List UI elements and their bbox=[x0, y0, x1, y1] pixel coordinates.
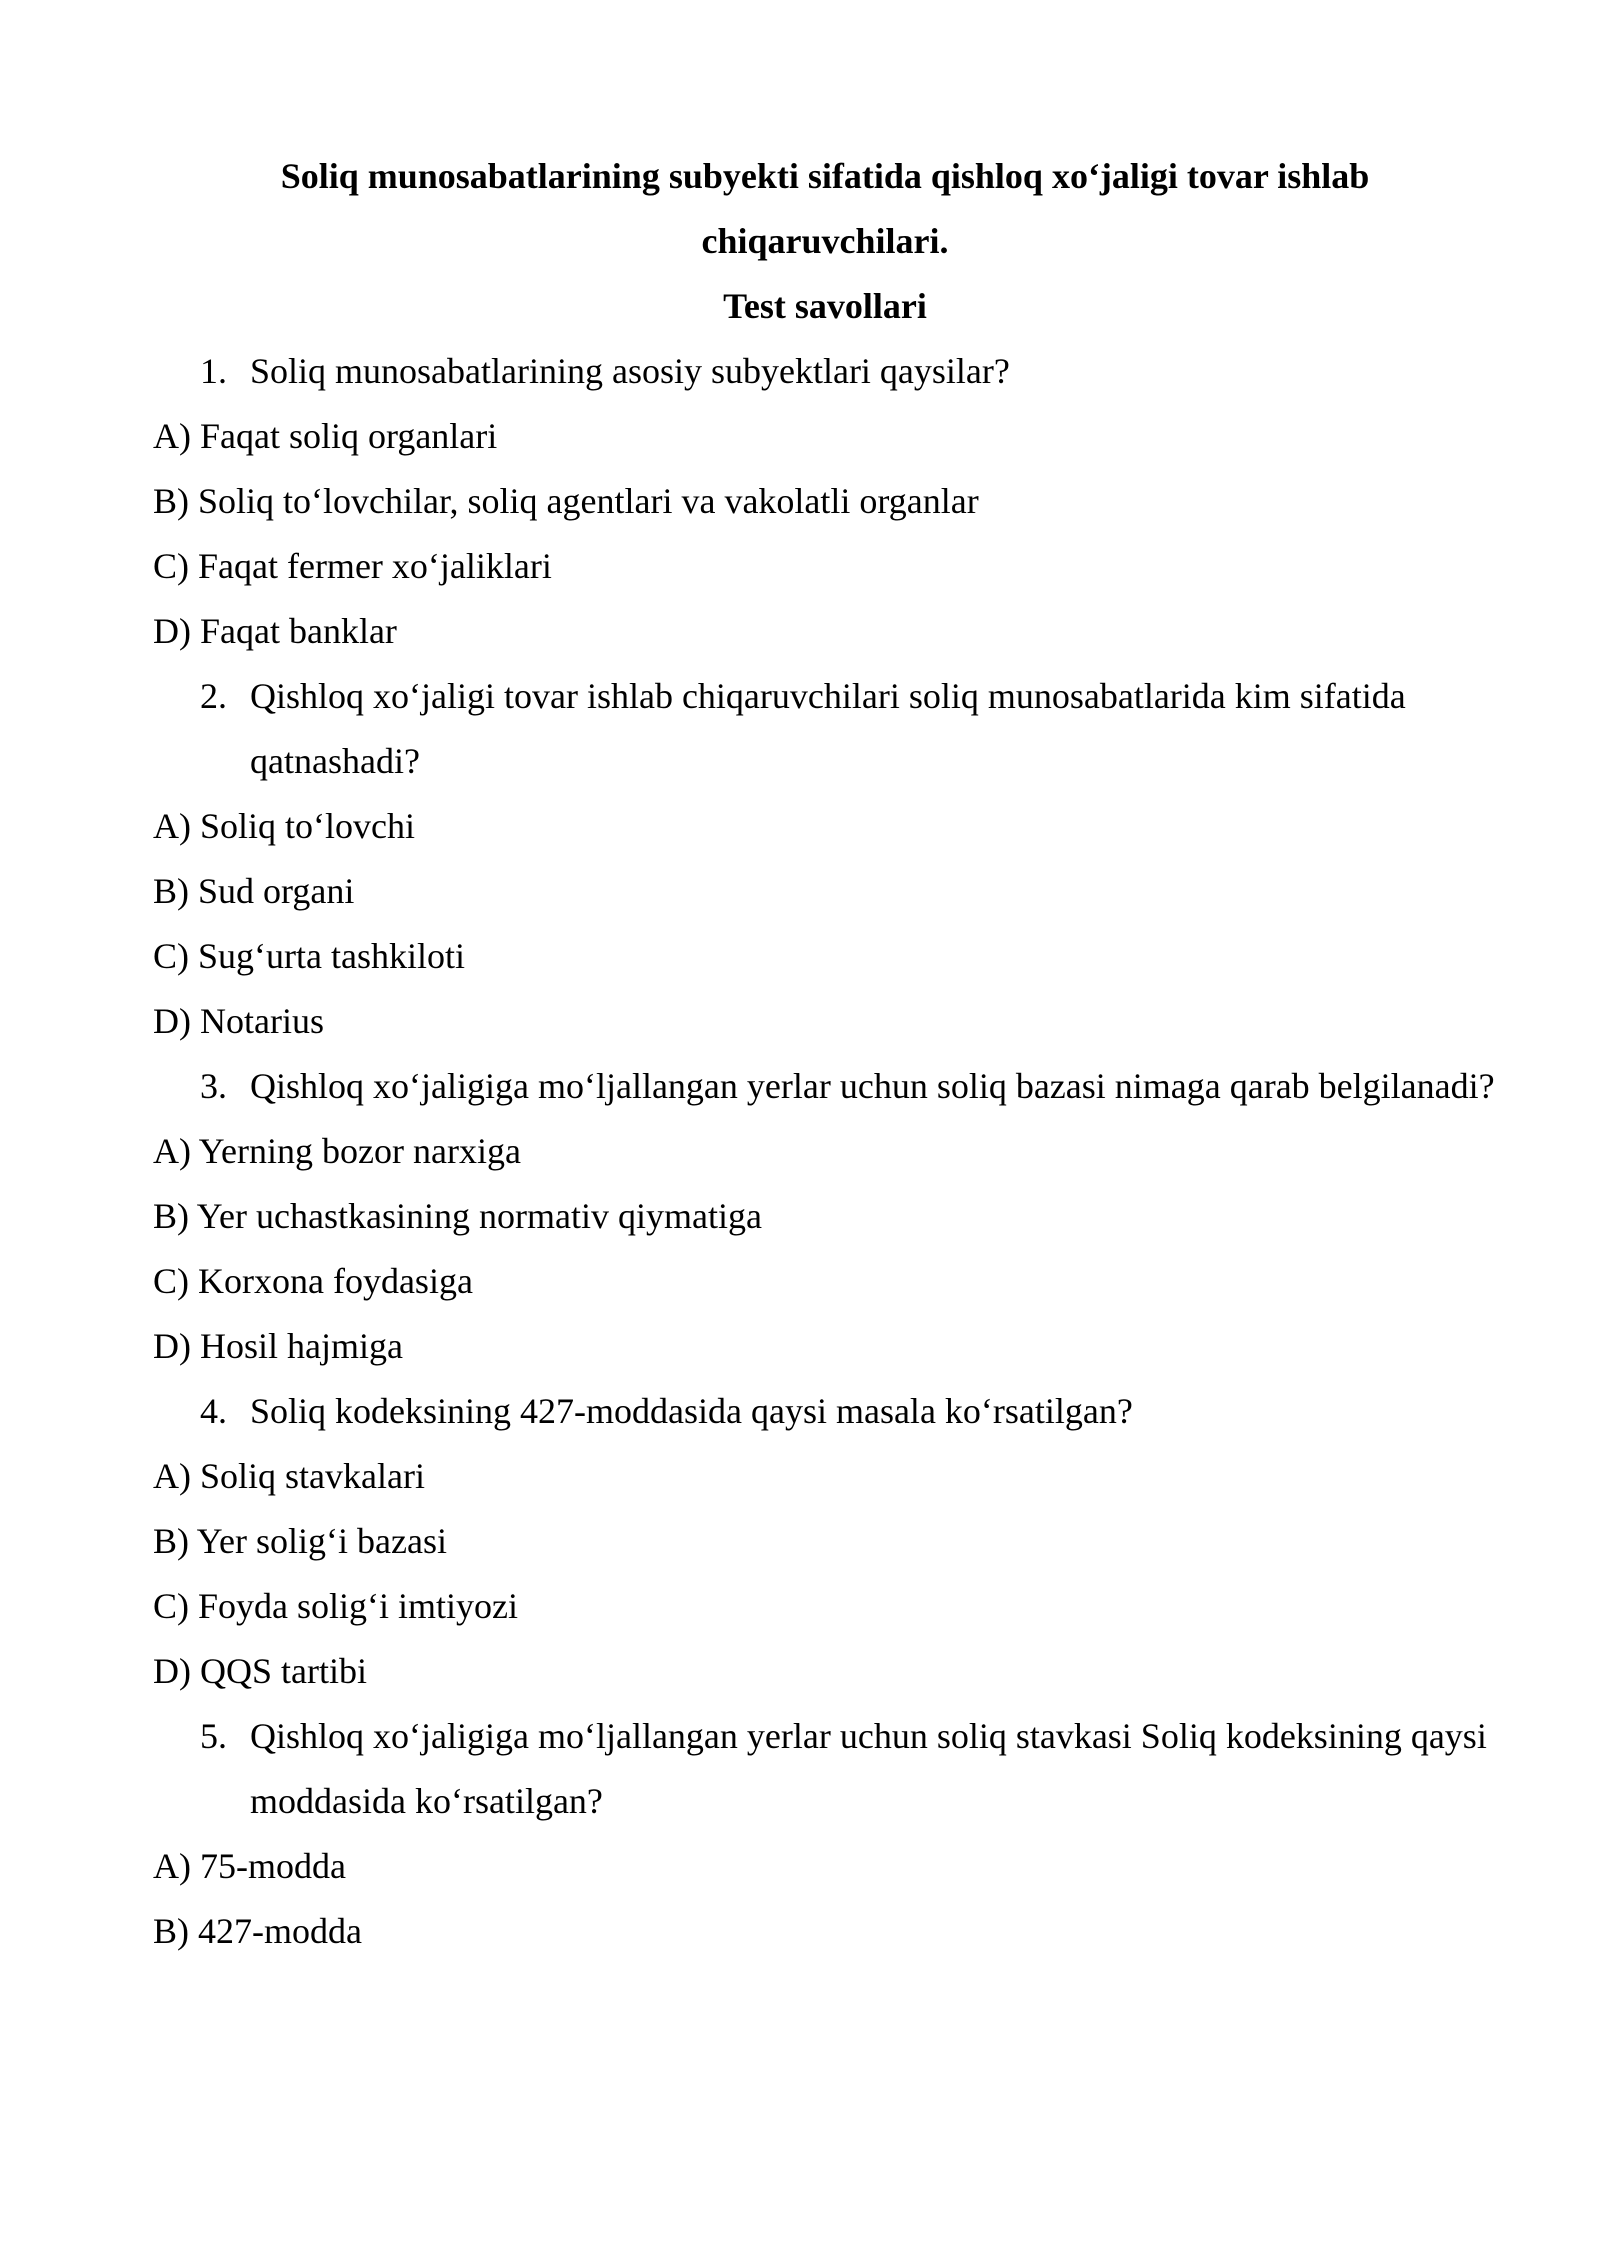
answer-option: A) Yerning bozor narxiga bbox=[153, 1131, 521, 1171]
title-line-1: Soliq munosabatlarining subyekti sifatida qishloq xo‘jaligi tovar ishlab bbox=[280, 156, 1370, 196]
answer-option: A) Faqat soliq organlari bbox=[153, 416, 498, 456]
question-text: Qishloq xo‘jaligiga mo‘ljallangan yerlar uchun soliq stavkasi Soliq kodeksining qaysi moddasida ko‘rsatilgan? bbox=[250, 1716, 1487, 1821]
document-subtitle: Test savollari bbox=[723, 286, 927, 326]
question-3 bbox=[0, 1054, 1600, 1379]
question-list bbox=[0, 339, 1600, 1964]
question-4 bbox=[0, 1379, 1600, 1704]
question-text: Qishloq xo‘jaligi tovar ishlab chiqaruvchilari soliq munosabatlarida kim sifatida qatnashadi? bbox=[250, 676, 1406, 781]
answer-option: D) Faqat banklar bbox=[153, 611, 397, 651]
answer-option: A) Soliq stavkalari bbox=[153, 1456, 425, 1496]
answer-option: C) Korxona foydasiga bbox=[153, 1261, 473, 1301]
answer-option: B) Sud organi bbox=[153, 871, 355, 911]
title-line-2: chiqaruvchilari. bbox=[701, 221, 949, 261]
question-2 bbox=[0, 664, 1600, 1054]
answer-option: D) Hosil hajmiga bbox=[153, 1326, 403, 1366]
question-1 bbox=[0, 339, 1600, 664]
answer-option: D) QQS tartibi bbox=[153, 1651, 367, 1691]
answer-option: A) 75-modda bbox=[153, 1846, 346, 1886]
question-number: 2. bbox=[200, 676, 227, 716]
question-number: 5. bbox=[200, 1716, 227, 1756]
answer-option: B) Yer solig‘i bazasi bbox=[153, 1521, 447, 1561]
answer-option: C) Sug‘urta tashkiloti bbox=[153, 936, 465, 976]
question-number: 1. bbox=[200, 351, 227, 391]
question-text: Qishloq xo‘jaligiga mo‘ljallangan yerlar uchun soliq bazasi nimaga qarab belgilanadi? bbox=[250, 1066, 1495, 1106]
question-number: 3. bbox=[200, 1066, 227, 1106]
answer-option: C) Faqat fermer xo‘jaliklari bbox=[153, 546, 552, 586]
answer-option: A) Soliq to‘lovchi bbox=[153, 806, 415, 846]
answer-option: B) Soliq to‘lovchilar, soliq agentlari va vakolatli organlar bbox=[153, 481, 979, 521]
question-text: Soliq munosabatlarining asosiy subyektlari qaysilar? bbox=[250, 351, 1010, 391]
document-title bbox=[150, 144, 1500, 339]
question-number: 4. bbox=[200, 1391, 227, 1431]
answer-option: C) Foyda solig‘i imtiyozi bbox=[153, 1586, 518, 1626]
answer-option: B) 427-modda bbox=[153, 1911, 362, 1951]
question-5 bbox=[0, 1704, 1600, 1964]
question-text: Soliq kodeksining 427-moddasida qaysi masala ko‘rsatilgan? bbox=[250, 1391, 1133, 1431]
answer-option: D) Notarius bbox=[153, 1001, 324, 1041]
answer-option: B) Yer uchastkasining normativ qiymatiga bbox=[153, 1196, 762, 1236]
